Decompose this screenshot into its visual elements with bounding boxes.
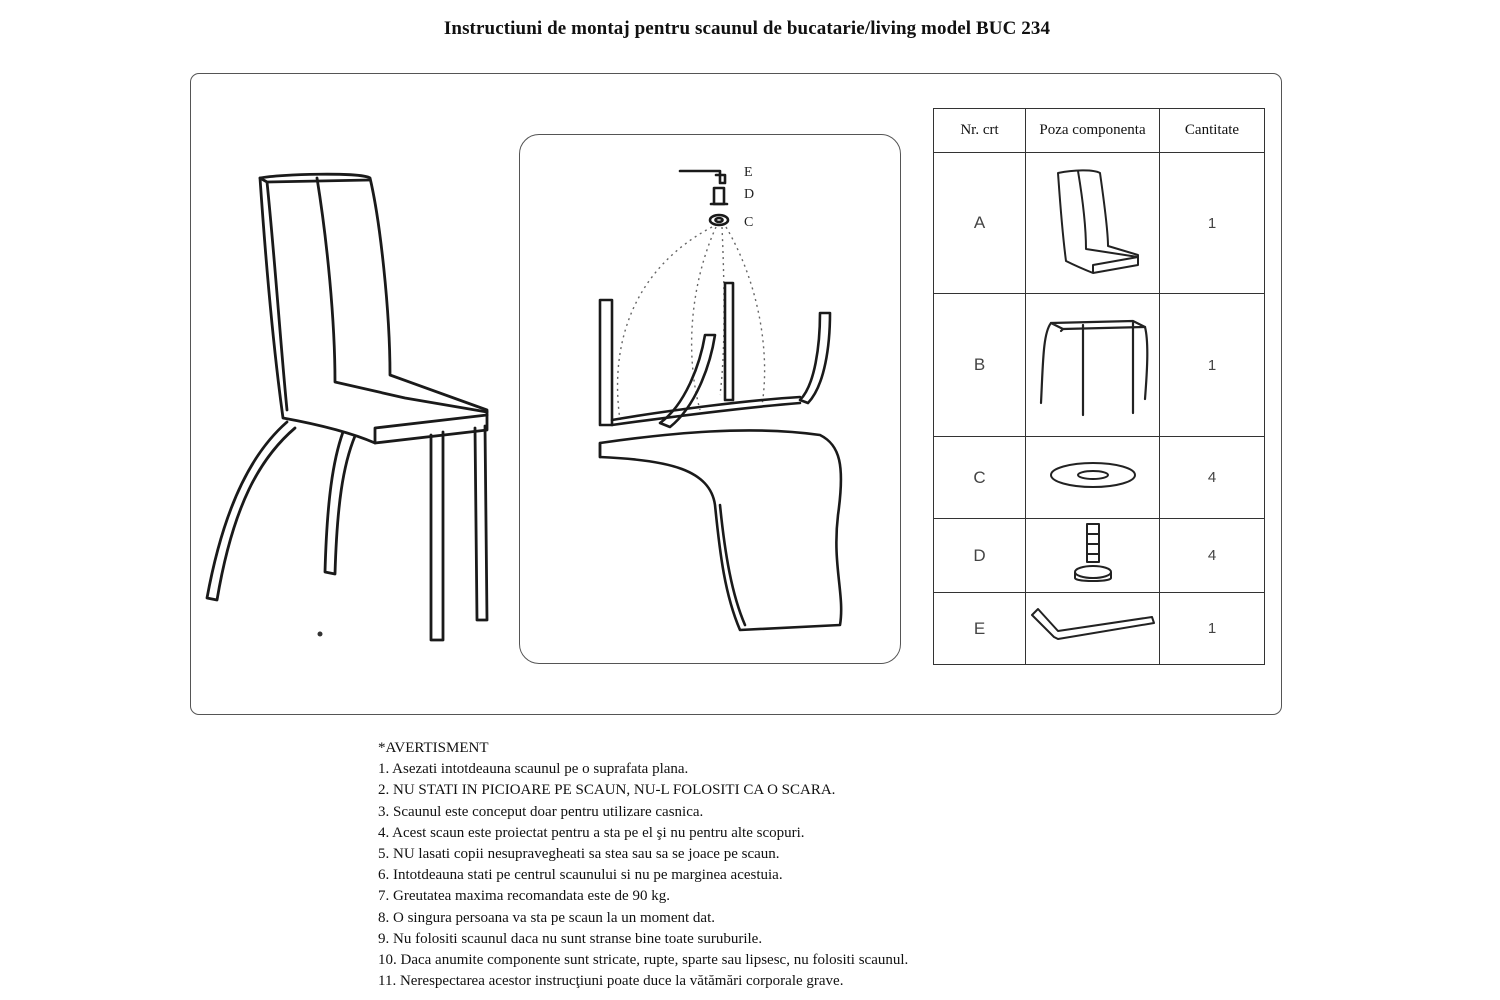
table-header-row xyxy=(934,109,1265,153)
assembly-label-c: C xyxy=(744,215,754,230)
header-cantitate: Cantitate xyxy=(1160,109,1265,153)
assembled-chair-illustration xyxy=(195,160,505,650)
chair-frame-icon xyxy=(1033,303,1153,423)
part-quantity-cell: 4 xyxy=(1160,519,1265,593)
part-letter-cell: D xyxy=(934,519,1026,593)
warnings-section xyxy=(378,738,1078,992)
table-row xyxy=(934,437,1265,519)
warning-item: 3. Scaunul este conceput doar pentru utilizare casnica. xyxy=(378,803,704,820)
warning-item: 1. Asezati intotdeauna scaunul pe o suprafata plana. xyxy=(378,761,689,778)
exploded-assembly-illustration xyxy=(520,135,900,663)
washer-icon xyxy=(1043,455,1143,495)
part-image-cell xyxy=(1026,437,1160,519)
part-letter-cell: A xyxy=(934,153,1026,294)
header-poza-componenta: Poza componenta xyxy=(1026,109,1160,153)
assembly-diagram-box xyxy=(519,134,901,664)
allen-key-icon xyxy=(1028,601,1158,651)
assembly-label-e: E xyxy=(744,165,753,180)
warning-item: 9. Nu folositi scaunul daca nu sunt stranse bine toate suruburile. xyxy=(378,930,763,947)
chair-seat-icon xyxy=(1038,161,1148,281)
warnings-list xyxy=(378,759,1078,992)
warning-item: 2. NU STATI IN PICIOARE PE SCAUN, NU-L FOLOSITI CA O SCARA. xyxy=(378,782,836,799)
part-letter-cell: E xyxy=(934,593,1026,665)
warning-item: 8. O singura persoana va sta pe scaun la un moment dat. xyxy=(378,909,715,926)
warnings-title: *AVERTISMENT xyxy=(378,740,489,756)
assembly-label-d: D xyxy=(744,187,755,202)
part-letter-cell: B xyxy=(934,294,1026,437)
part-quantity-cell: 1 xyxy=(1160,294,1265,437)
part-image-cell xyxy=(1026,294,1160,437)
document-title: Instructiuni de montaj pentru scaunul de bucatarie/living model BUC 234 xyxy=(443,18,1051,39)
part-letter-cell: C xyxy=(934,437,1026,519)
table-row xyxy=(934,294,1265,437)
warning-item: 10. Daca anumite componente sunt stricate, rupte, sparte sau lipsesc, nu folositi scaunul. xyxy=(378,952,909,969)
warning-item: 6. Intotdeauna stati pe centrul scaunului si nu pe marginea acestuia. xyxy=(378,867,783,884)
warning-item: 11. Nerespectarea acestor instrucţiuni poate duce la vătămări corporale grave. xyxy=(378,973,844,990)
part-quantity-cell: 1 xyxy=(1160,593,1265,665)
header-nr-crt: Nr. crt xyxy=(934,109,1026,153)
parts-table xyxy=(933,108,1265,665)
table-row xyxy=(934,593,1265,665)
table-row xyxy=(934,519,1265,593)
part-quantity-cell: 4 xyxy=(1160,437,1265,519)
part-image-cell xyxy=(1026,593,1160,665)
part-image-cell xyxy=(1026,153,1160,294)
warning-item: 5. NU lasati copii nesupravegheati sa stea sau sa se joace pe scaun. xyxy=(378,846,780,863)
part-quantity-cell: 1 xyxy=(1160,153,1265,294)
warning-item: 7. Greutatea maxima recomandata este de 90 kg. xyxy=(378,888,670,905)
bolt-icon xyxy=(1063,520,1123,586)
warning-item: 4. Acest scaun este proiectat pentru a sta pe el şi nu pentru alte scopuri. xyxy=(378,824,805,841)
table-row xyxy=(934,153,1265,294)
part-image-cell xyxy=(1026,519,1160,593)
